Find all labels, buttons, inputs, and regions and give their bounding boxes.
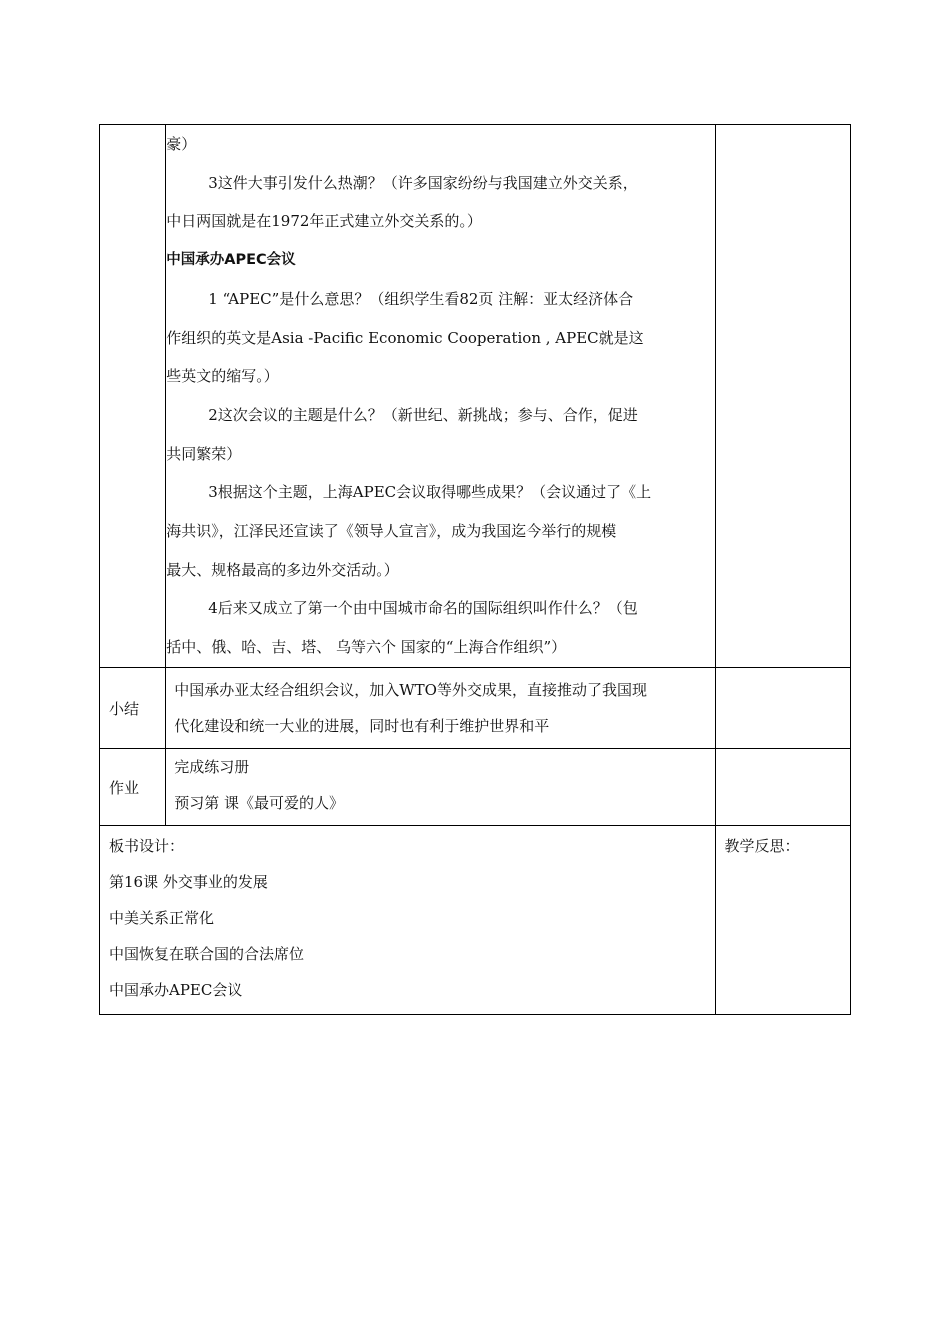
homework-content <box>166 749 716 826</box>
main-content-cell <box>166 125 716 668</box>
section-heading: 中国承办APEC会议 <box>166 252 296 269</box>
content-line: 4后来又成立了第一个由中国城市命名的国际组织叫作什么？（包 <box>208 599 638 618</box>
homework-line: 预习第 课《最可爱的人》 <box>174 794 345 812</box>
reflection-cell <box>716 826 851 1015</box>
homework-row <box>100 749 851 826</box>
summary-line: 中国承办亚太经合组织会议，加入WTO等外交成果，直接推动了我国现 <box>174 681 647 699</box>
summary-line: 代化建设和统一大业的进展，同时也有利于维护世界和平 <box>174 717 550 735</box>
summary-notes-cell <box>716 668 851 749</box>
content-line: 中日两国就是在1972年正式建立外交关系的。） <box>166 212 482 231</box>
content-line: 最大、规格最高的多边外交活动。） <box>166 560 399 579</box>
summary-label: 小结 <box>100 668 166 749</box>
main-row <box>100 125 851 668</box>
content-line: 1 “APEC”是什么意思？（组织学生看82页 注解：亚太经济体合 <box>208 289 634 308</box>
lesson-plan-table <box>99 124 851 1015</box>
board-design-cell <box>100 826 716 1015</box>
board-line: 第16课 外交事业的发展 <box>109 873 268 891</box>
homework-notes-cell <box>716 749 851 826</box>
content-line: 些英文的缩写。） <box>166 367 279 386</box>
main-notes-cell <box>716 125 851 668</box>
main-content-lines <box>166 125 715 667</box>
summary-content <box>166 668 716 749</box>
reflection-title: 教学反思： <box>724 837 800 855</box>
content-line: 豪） <box>166 135 197 153</box>
content-line: 海共识》，江泽民还宣读了《领导人宣言》，成为我国迄今举行的规模 <box>166 522 617 541</box>
board-line: 中国恢复在联合国的合法席位 <box>109 945 305 963</box>
homework-label: 作业 <box>100 749 166 826</box>
content-line: 括中、俄、哈、吉、塔、 乌等六个 国家的“上海合作组织”） <box>166 638 567 657</box>
board-line: 中美关系正常化 <box>109 909 215 927</box>
content-line: 共同繁荣） <box>166 444 242 463</box>
content-line: 3这件大事引发什么热潮？（许多国家纷纷与我国建立外交关系， <box>208 173 638 192</box>
board-row <box>100 826 851 1015</box>
board-line: 中国承办APEC会议 <box>109 981 243 999</box>
summary-row <box>100 668 851 749</box>
homework-line: 完成练习册 <box>174 758 250 776</box>
board-design-title: 板书设计： <box>109 837 185 855</box>
content-line: 2这次会议的主题是什么？（新世纪、新挑战；参与、合作，促进 <box>208 405 638 424</box>
content-line: 作组织的英文是Asia -Pacific Economic Cooperation , APEC就是这 <box>166 328 644 347</box>
main-label-cell <box>100 125 166 668</box>
content-line: 3根据这个主题，上海APEC会议取得哪些成果？（会议通过了《上 <box>208 483 652 502</box>
